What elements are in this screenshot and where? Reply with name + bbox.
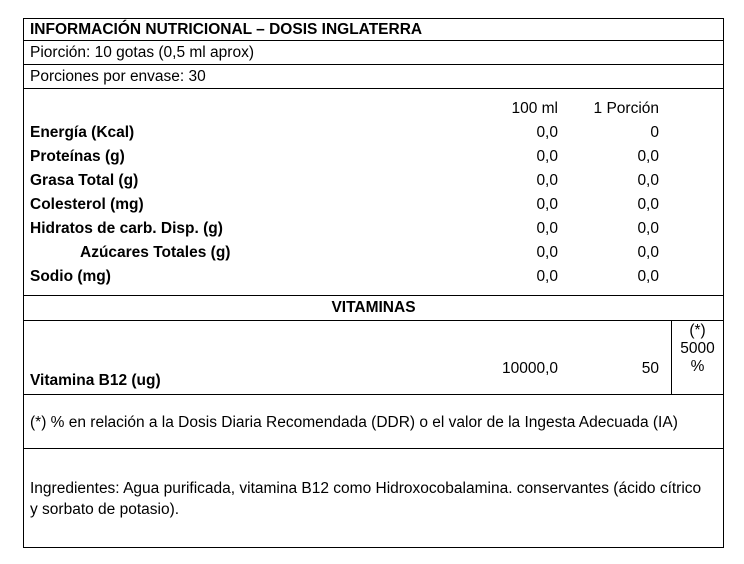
column-header-100ml: 100 ml: [511, 100, 558, 117]
portion-row: [24, 41, 723, 65]
servings-per-container: Porciones por envase: 30: [30, 68, 206, 85]
nutrient-value-100ml: 0,0: [536, 268, 558, 285]
vitamins-header-row: [24, 296, 723, 321]
nutrient-value-100ml: 0,0: [536, 172, 558, 189]
column-header-portion: 1 Porción: [593, 100, 659, 117]
nutrient-value-portion: 0,0: [637, 220, 659, 237]
nutrient-value-portion: 0,0: [637, 148, 659, 165]
portion-size: Piorción: 10 gotas (0,5 ml aprox): [30, 44, 254, 61]
ddr-value: 5000: [680, 340, 715, 357]
ddr-asterisk: (*): [689, 322, 706, 339]
nutrient-value-portion: 0,0: [637, 172, 659, 189]
nutrient-value-100ml: 0,0: [536, 196, 558, 213]
vitamin-value-portion: 50: [641, 360, 659, 377]
title-row: [24, 19, 723, 41]
footnote-row: [24, 395, 723, 449]
nutrition-facts-label: [23, 18, 724, 548]
ddr-percent-sign: %: [690, 358, 705, 375]
nutrient-name: Grasa Total (g): [30, 172, 139, 189]
nutrient-value-portion: 0,0: [637, 268, 659, 285]
ingredients-row: [24, 449, 723, 547]
nutrient-name: Colesterol (mg): [30, 196, 144, 213]
footnote: (*) % en relación a la Dosis Diaria Recomendada (DDR) o el valor de la Ingesta Adecuada (IA): [30, 414, 678, 431]
nutrient-table: [24, 89, 723, 296]
nutrient-value-100ml: 0,0: [536, 220, 558, 237]
ingredients: Ingredientes: Agua purificada, vitamina B12 como Hidroxocobalamina. conservantes (ácido cítrico y sorbato de potasio).: [30, 480, 702, 518]
nutrient-value-portion: 0: [650, 124, 659, 141]
nutrient-name: Azúcares Totales (g): [80, 244, 231, 261]
nutrient-value-portion: 0,0: [637, 244, 659, 261]
nutrient-name: Proteínas (g): [30, 148, 125, 165]
vitamins-header: VITAMINAS: [331, 299, 416, 316]
nutrient-name: Energía (Kcal): [30, 124, 135, 141]
label-title: INFORMACIÓN NUTRICIONAL – DOSIS INGLATERRA: [30, 21, 423, 38]
vitamin-ddr-percent: [672, 322, 723, 376]
nutrient-value-portion: 0,0: [637, 196, 659, 213]
nutrient-name: Hidratos de carb. Disp. (g): [30, 220, 223, 237]
nutrient-value-100ml: 0,0: [536, 124, 558, 141]
nutrient-value-100ml: 0,0: [536, 148, 558, 165]
vitamin-name: Vitamina B12 (ug): [30, 372, 161, 389]
nutrient-name: Sodio (mg): [30, 268, 111, 285]
servings-row: [24, 65, 723, 89]
nutrient-value-100ml: 0,0: [536, 244, 558, 261]
vitamin-value-100ml: 10000,0: [501, 360, 558, 377]
vitamin-row: [24, 321, 723, 395]
